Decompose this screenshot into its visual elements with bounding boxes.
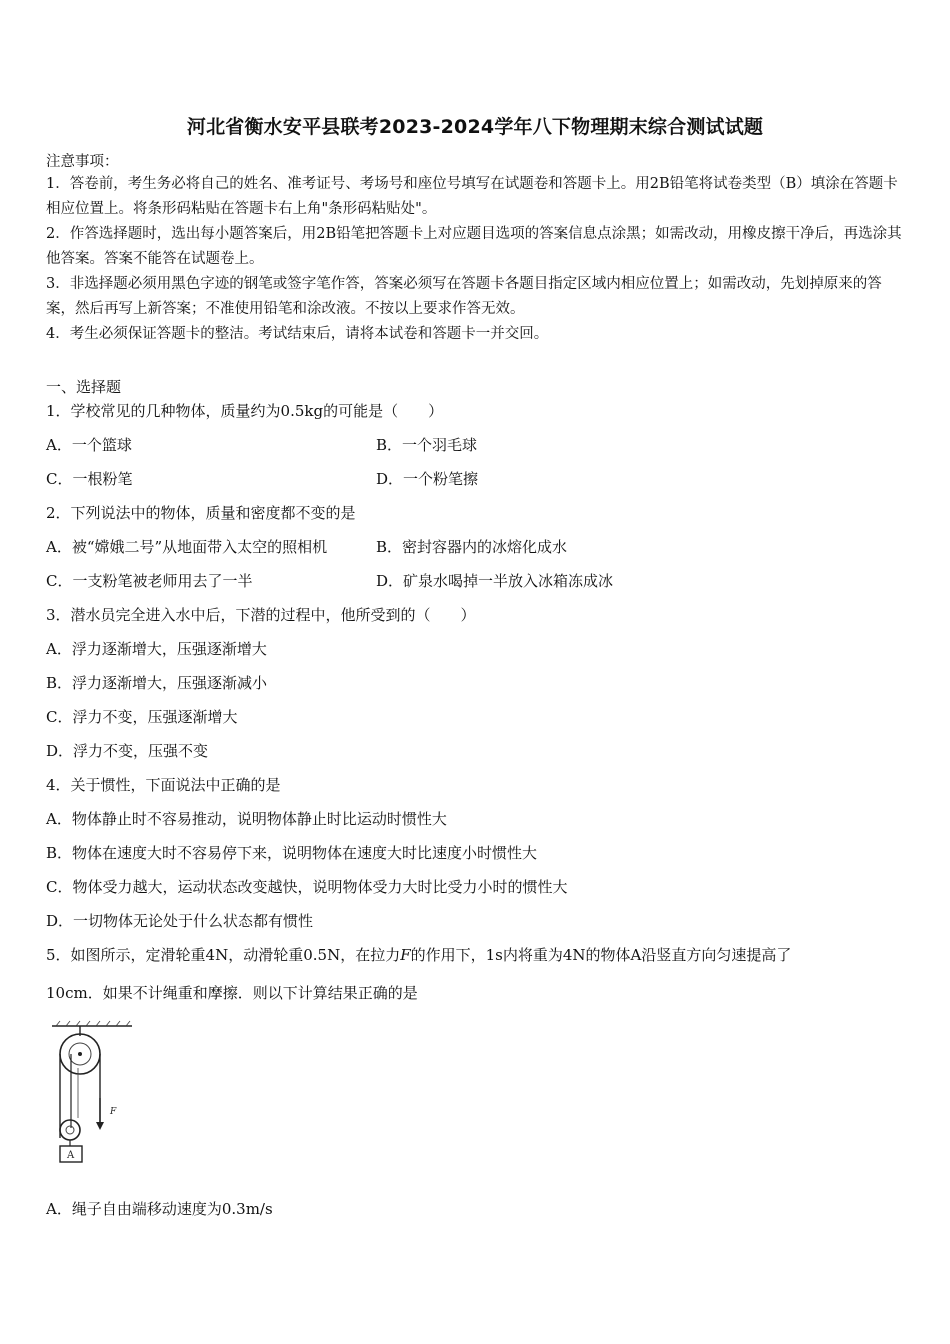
- instruction-item-1: 1．答卷前，考生务必将自己的姓名、准考证号、考场号和座位号填写在试题卷和答题卡上。用2B铅笔将试卷类型（B）填涂在答题卡相应位置上。将条形码粘贴在答题卡右上角"条形码粘贴处"。: [46, 176, 898, 217]
- question-4-option-d: D．一切物体无论处于什么状态都有惯性: [46, 912, 314, 930]
- question-1-option-b: B．一个羽毛球: [376, 436, 478, 454]
- question-1-stem: 1．学校常见的几种物体，质量约为0.5kg的可能是（ ）: [46, 402, 444, 420]
- question-5-stem: [46, 945, 791, 965]
- page-title: 河北省衡水安平县联考2023-2024学年八下物理期末综合测试试题: [186, 116, 764, 138]
- ceiling-support: [52, 1021, 132, 1036]
- rope: [60, 1054, 100, 1138]
- question-4-option-c: C．物体受力越大，运动状态改变越快，说明物体受力大时比受力小时的惯性大: [46, 878, 568, 896]
- question-2-option-b: B．密封容器内的冰熔化成水: [376, 538, 568, 556]
- question-5-option-a: A．绳子自由端移动速度为0.3m/s: [46, 1200, 273, 1218]
- question-1-option-c: C．一根粉笔: [46, 470, 133, 488]
- force-label: F: [110, 1107, 117, 1117]
- instructions-heading: 注意事项：: [46, 154, 119, 170]
- instruction-item-4: 4．考生必须保证答题卡的整洁。考试结束后，请将本试卷和答题卡一并交回。: [46, 326, 549, 342]
- question-5-stem-part2: 的作用下，1s内将重为4N的物体A沿竖直方向匀速提高了: [410, 946, 792, 964]
- question-5-stem-line2: 10cm．如果不计绳重和摩擦．则以下计算结果正确的是: [46, 984, 418, 1002]
- section-heading: 一、选择题: [46, 378, 122, 396]
- question-2-option-d: D．矿泉水喝掉一半放入冰箱冻成冰: [376, 572, 614, 590]
- question-3-option-d: D．浮力不变，压强不变: [46, 742, 209, 760]
- question-3-option-c: C．浮力不变，压强逐渐增大: [46, 708, 238, 726]
- pulley-figure: [48, 1018, 138, 1168]
- question-2-stem: 2．下列说法中的物体，质量和密度都不变的是: [46, 504, 356, 522]
- block-label: A: [67, 1150, 75, 1161]
- force-symbol: F: [400, 946, 411, 964]
- instruction-item-3: 3．非选择题必须用黑色字迹的钢笔或签字笔作答，答案必须写在答题卡各题目指定区域内相应位置上；如需改动，先划掉原来的答案，然后再写上新答案；不准使用铅笔和涂改液。不按以上要求作答无效。: [46, 276, 882, 317]
- question-5-stem-part1: 5．如图所示，定滑轮重4N，动滑轮重0.5N，在拉力: [46, 946, 401, 964]
- question-1-option-a: A．一个篮球: [46, 436, 132, 454]
- pull-force-arrow: [96, 1098, 117, 1130]
- question-2-option-a: A．被“嫦娥二号”从地面带入太空的照相机: [46, 538, 328, 556]
- question-4-option-b: B．物体在速度大时不容易停下来，说明物体在速度大时比速度小时惯性大: [46, 844, 538, 862]
- question-1-option-d: D．一个粉笔擦: [376, 470, 479, 488]
- question-4-option-a: A．物体静止时不容易推动，说明物体静止时比运动时惯性大: [46, 810, 447, 828]
- instruction-item-2: 2．作答选择题时，选出每小题答案后，用2B铅笔把答题卡上对应题目选项的答案信息点涂黑；如需改动，用橡皮擦干净后，再选涂其他答案。答案不能答在试题卷上。: [46, 226, 902, 267]
- movable-pulley: [60, 1120, 80, 1146]
- question-2-option-c: C．一支粉笔被老师用去了一半: [46, 572, 253, 590]
- question-4-stem: 4．关于惯性，下面说法中正确的是: [46, 776, 281, 794]
- weight-block-a: [60, 1146, 82, 1162]
- question-3-option-a: A．浮力逐渐增大，压强逐渐增大: [46, 640, 267, 658]
- instructions-block: [46, 152, 906, 347]
- question-3-stem: 3．潜水员完全进入水中后，下潜的过程中，他所受到的（ ）: [46, 606, 476, 624]
- question-3-option-b: B．浮力逐渐增大，压强逐渐减小: [46, 674, 268, 692]
- fixed-pulley: [60, 1034, 100, 1074]
